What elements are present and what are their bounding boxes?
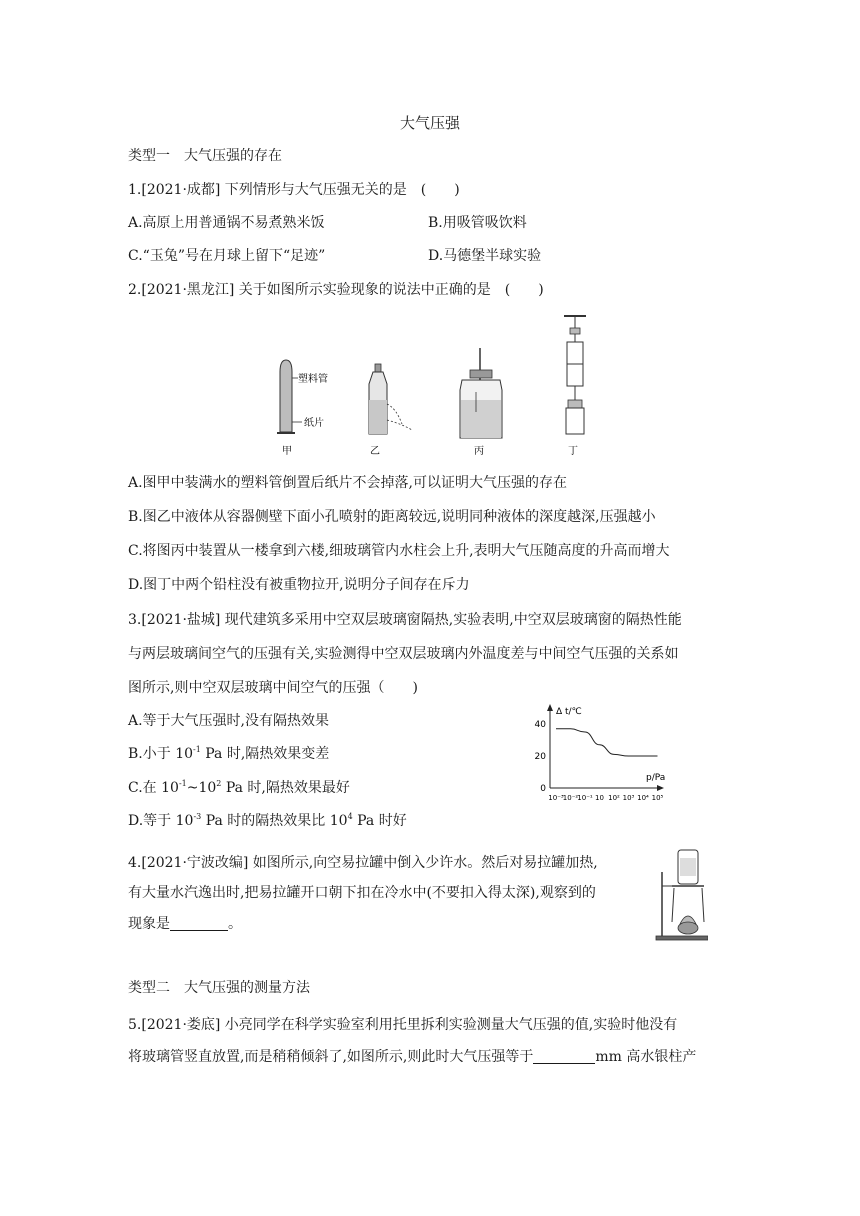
section-heading-2: 类型二 大气压强的测量方法: [128, 980, 310, 996]
q1-stem: 1.[2021·成都] 下列情形与大气压强无关的是 ( ): [128, 182, 460, 198]
q5-answer-blank[interactable]: [533, 1049, 595, 1064]
q2-option-d: D.图丁中两个铅柱没有被重物拉开,说明分子间存在斥力: [128, 577, 470, 593]
q3-option-b: B.小于 $10^{-1}$ Pa 时,隔热效果变差: [128, 745, 330, 762]
figure-ding-cylinders: [564, 316, 586, 434]
y-tick-label: 20: [534, 752, 546, 762]
q5-line2: 将玻璃管竖直放置,而是稍稍倾斜了,如图所示,则此时大气压强等于 mm 高水银柱产: [128, 1049, 697, 1065]
series-line: [556, 729, 658, 756]
q1-option-c: C.“玉兔”号在月球上留下“足迹”: [128, 248, 326, 264]
y-axis-arrow: [547, 704, 553, 711]
label-paper: 纸片: [304, 418, 324, 429]
y-axis-label: Δ t/℃: [556, 707, 582, 717]
x-tick-label: 10²: [608, 794, 620, 802]
y-tick-label: 0: [540, 784, 546, 794]
q4-line3: 现象是 。: [128, 916, 242, 932]
x-tick-label: 10⁻²: [562, 794, 579, 802]
page-title: 大气压强: [399, 114, 460, 132]
q2-option-b: B.图乙中液体从容器侧壁下面小孔喷射的距离较远,说明同种液体的深度越深,压强越小: [128, 509, 656, 525]
x-tick-label: 10⁴: [637, 794, 649, 802]
q4-line2: 有大量水汽逸出时,把易拉罐开口朝下扣在冷水中(不要扣入得太深),观察到的: [128, 885, 596, 901]
y-tick-label: 40: [534, 720, 546, 730]
label-plastic-pipe: 塑料管: [298, 374, 328, 385]
figure-yi-bottle: [369, 364, 412, 434]
q1-option-a: A.高原上用普通锅不易煮熟米饭: [128, 215, 325, 231]
label-yi: 乙: [370, 446, 380, 457]
x-tick-label: 10⁻³: [548, 794, 564, 802]
q4-figure: [648, 842, 708, 942]
q3-option-a: A.等于大气压强时,没有隔热效果: [128, 713, 330, 729]
q1-option-d: D.马德堡半球实验: [428, 248, 542, 264]
q4-line1: 4.[2021·宁波改编] 如图所示,向空易拉罐中倒入少许水。然后对易拉罐加热,: [128, 855, 598, 871]
x-axis-label: p/Pa: [646, 773, 666, 783]
q2-figure: [262, 312, 602, 462]
q4-answer-blank[interactable]: [170, 916, 228, 931]
x-tick-label: 10⁵: [651, 794, 664, 802]
figure-bing-jar: [460, 348, 502, 438]
q5-line1: 5.[2021·娄底] 小亮同学在科学实验室利用托里拆利实验测量大气压强的值,实验时他没有: [128, 1017, 678, 1033]
section-heading-1: 类型一 大气压强的存在: [128, 148, 282, 164]
x-tick-label: 10: [595, 794, 604, 802]
can-on-stand-image: [656, 850, 708, 940]
x-tick-label: 10³: [622, 794, 635, 802]
label-ding: 丁: [568, 446, 578, 457]
x-tick-label: 10⁻¹: [577, 794, 593, 802]
q3-line3: 图所示,则中空双层玻璃中间空气的压强（ ): [128, 680, 418, 696]
label-bing: 丙: [474, 446, 484, 457]
q2-stem: 2.[2021·黑龙江] 关于如图所示实验现象的说法中正确的是 ( ): [128, 282, 544, 298]
q3-chart: [530, 700, 670, 810]
q1-option-b: B.用吸管吸饮料: [428, 215, 527, 231]
q2-option-c: C.将图丙中装置从一楼拿到六楼,细玻璃管内水柱会上升,表明大气压随高度的升高而增大: [128, 543, 670, 559]
figure-jia-tube: [277, 360, 302, 433]
q2-option-a: A.图甲中装满水的塑料管倒置后纸片不会掉落,可以证明大气压强的存在: [128, 475, 568, 491]
q3-option-d: D.等于 $10^{-3}$ Pa 时的隔热效果比 $10^4$ Pa 时好: [128, 812, 407, 829]
x-axis-arrow: [657, 785, 664, 791]
label-jia: 甲: [282, 446, 292, 457]
q3-line2: 与两层玻璃间空气的压强有关,实验测得中空双层玻璃内外温度差与中间空气压强的关系如: [128, 646, 679, 662]
q3-line1: 3.[2021·盐城] 现代建筑多采用中空双层玻璃窗隔热,实验表明,中空双层玻璃窗的隔热性能: [128, 612, 682, 628]
q3-option-c: C.在 $10^{-1}\sim 10^2$ Pa 时,隔热效果最好: [128, 779, 350, 796]
